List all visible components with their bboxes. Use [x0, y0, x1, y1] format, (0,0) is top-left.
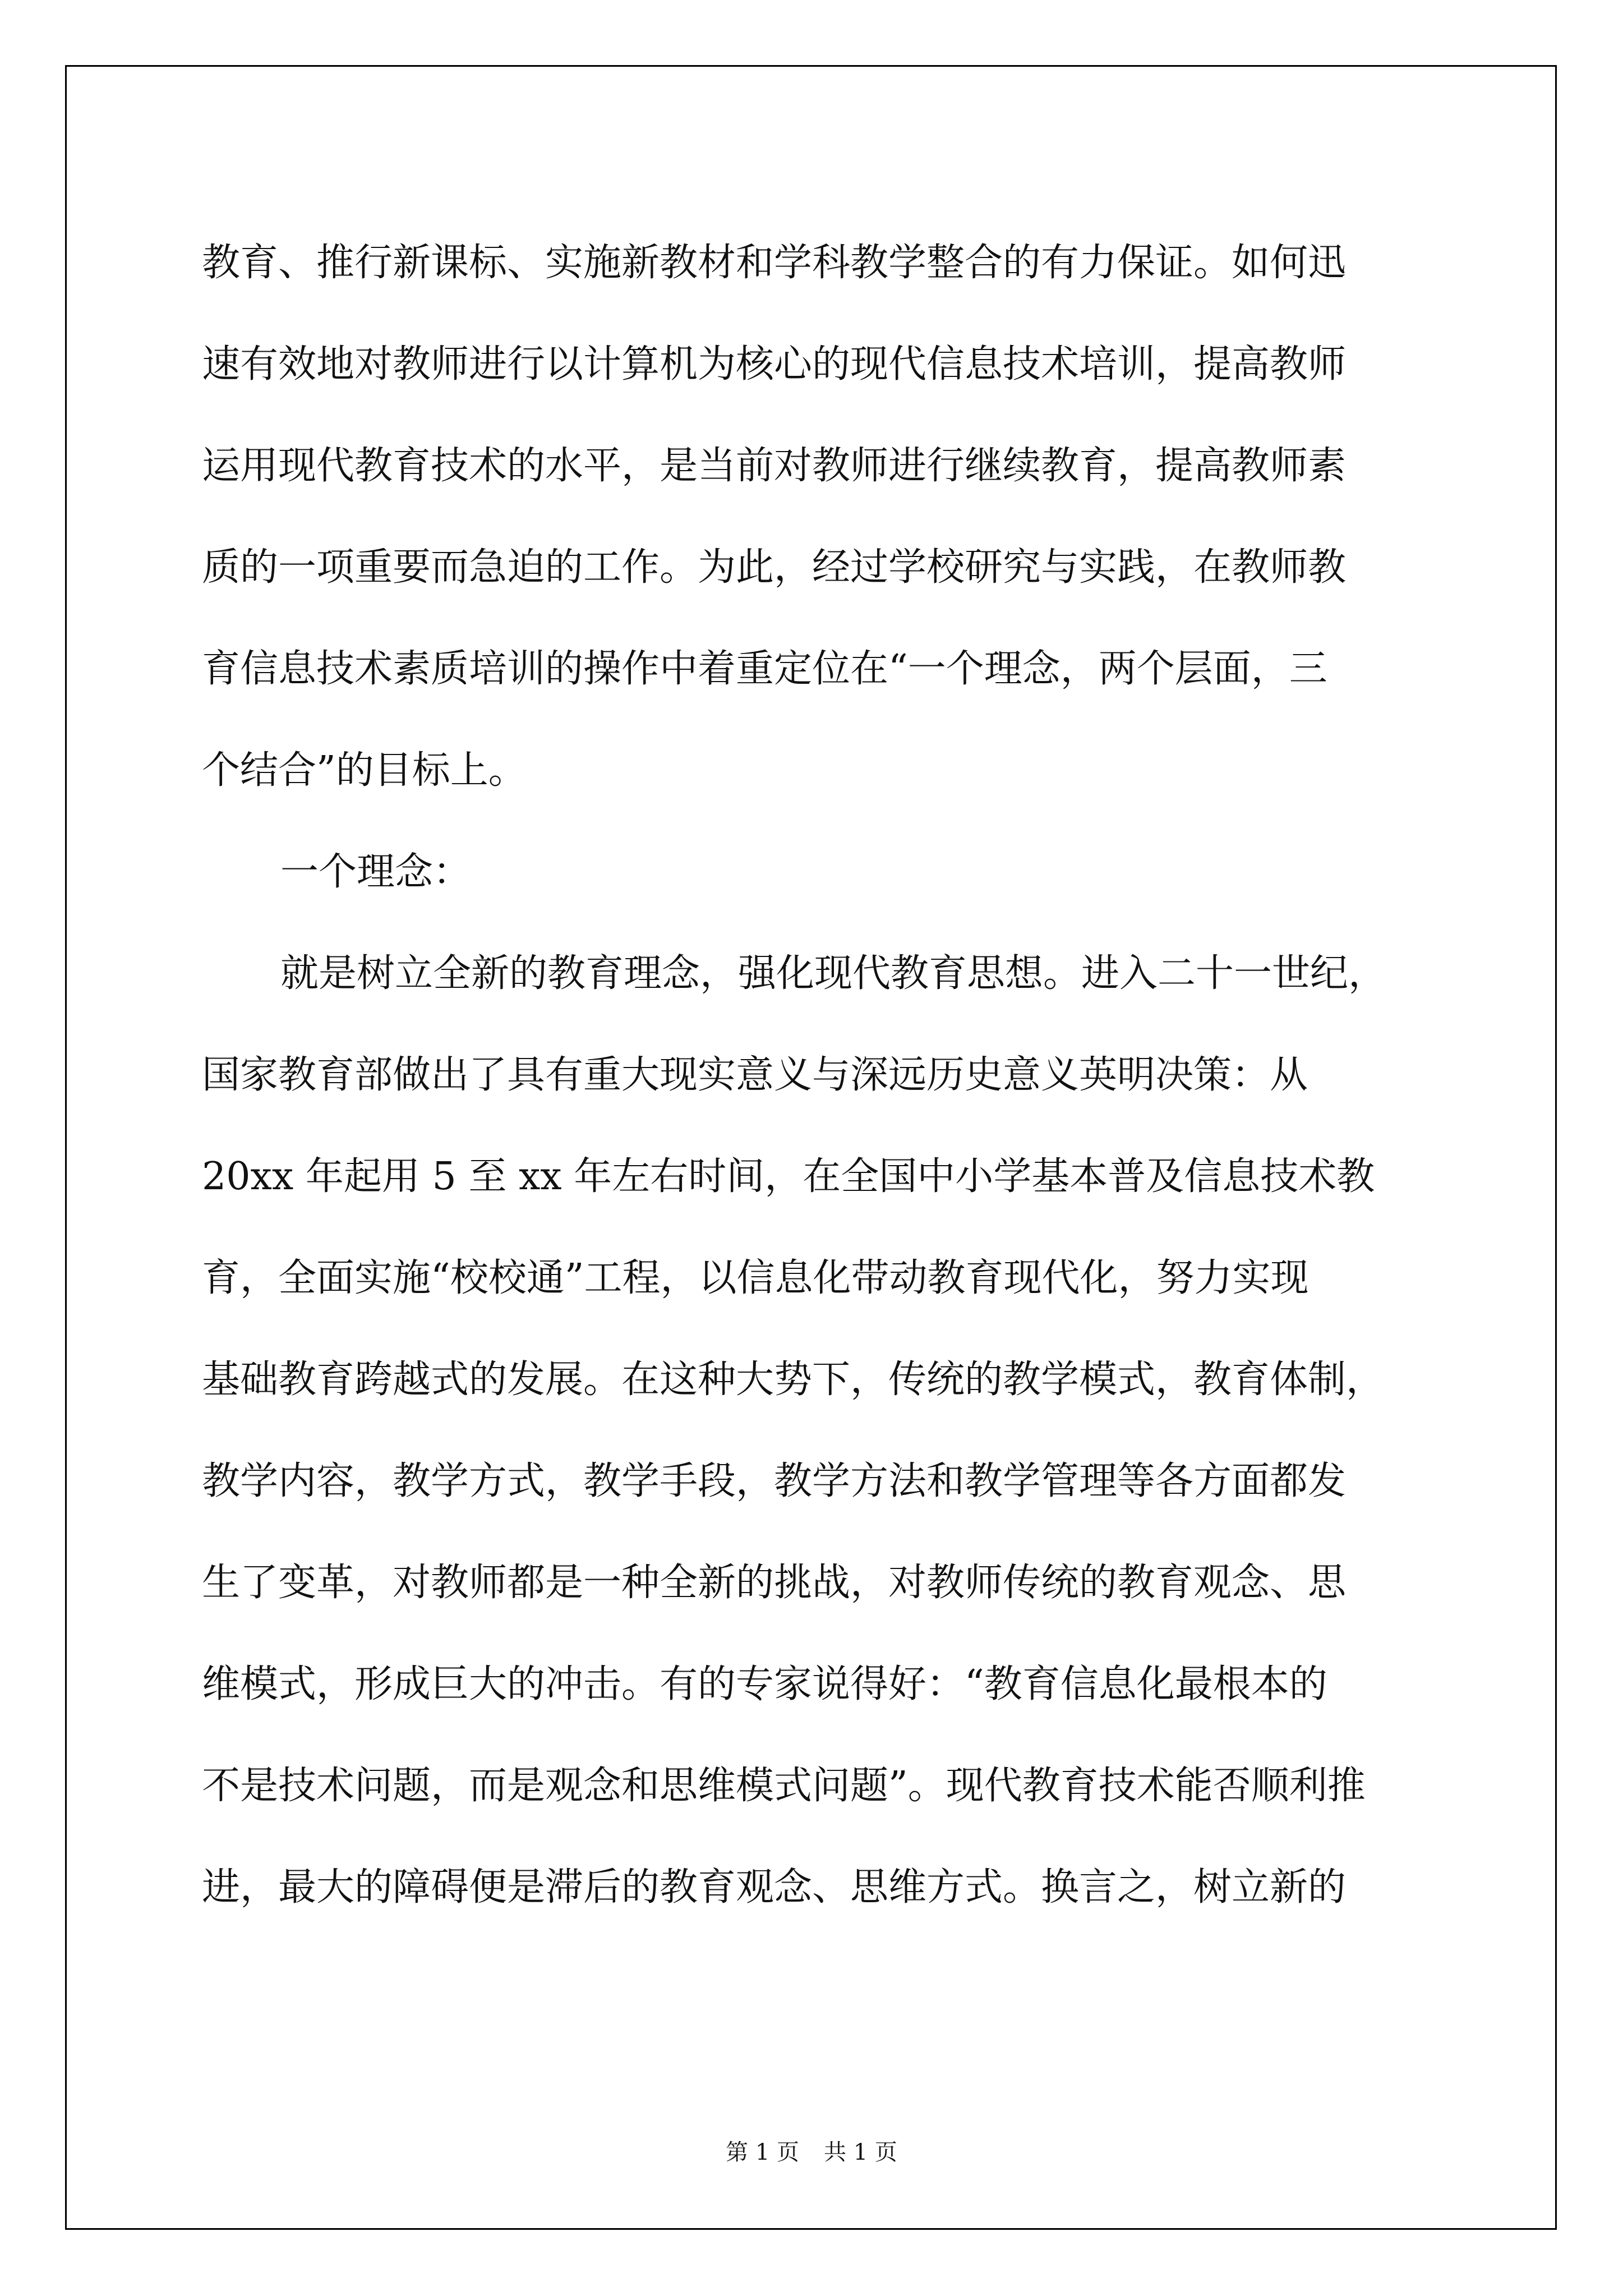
text-line: 育信息技术素质培训的操作中着重定位在“一个理念，两个层面，三: [202, 647, 1327, 691]
text-line: 就是树立全新的教育理念，强化现代教育思想。进入二十一世纪，: [280, 951, 1387, 996]
text-line: 教学内容，教学方式，教学手段，教学方法和教学管理等各方面都发: [202, 1459, 1347, 1503]
text-line: 质的一项重要而急迫的工作。为此，经过学校研究与实践，在教师教: [202, 545, 1347, 590]
text-line: 20xx 年起用 5 至 xx 年左右时间，在全国中小学基本普及信息技术教: [202, 1154, 1375, 1199]
page-footer: [0, 2138, 1623, 2166]
text-line: 进，最大的障碍便是滞后的教育观念、思维方式。换言之，树立新的: [202, 1865, 1347, 1910]
document-body: [202, 212, 1464, 1938]
text-line: 速有效地对教师进行以计算机为核心的现代信息技术培训，提高教师: [202, 342, 1347, 386]
text-line: 运用现代教育技术的水平，是当前对教师进行继续教育，提高教师素: [202, 444, 1347, 488]
text-line: 个结合”的目标上。: [202, 748, 527, 793]
text-line: 教育、推行新课标、实施新教材和学科教学整合的有力保证。如何迅: [202, 241, 1347, 285]
text-line: 国家教育部做出了具有重大现实意义与深远历史意义英明决策：从: [202, 1053, 1308, 1097]
page-number: 第 1 页: [726, 2139, 799, 2165]
section-heading: 一个理念：: [280, 850, 472, 894]
text-line: 维模式，形成巨大的冲击。有的专家说得好：“教育信息化最根本的: [202, 1662, 1327, 1706]
page-total: 共 1 页: [824, 2139, 897, 2165]
text-line: 生了变革，对教师都是一种全新的挑战，对教师传统的教育观念、思: [202, 1561, 1347, 1605]
text-line: 基础教育跨越式的发展。在这种大势下，传统的教学模式，教育体制，: [202, 1358, 1385, 1402]
text-line: 育，全面实施“校校通”工程，以信息化带动教育现代化，努力实现: [202, 1256, 1309, 1300]
text-line: 不是技术问题，而是观念和思维模式问题”。现代教育技术能否顺利推: [202, 1764, 1366, 1808]
